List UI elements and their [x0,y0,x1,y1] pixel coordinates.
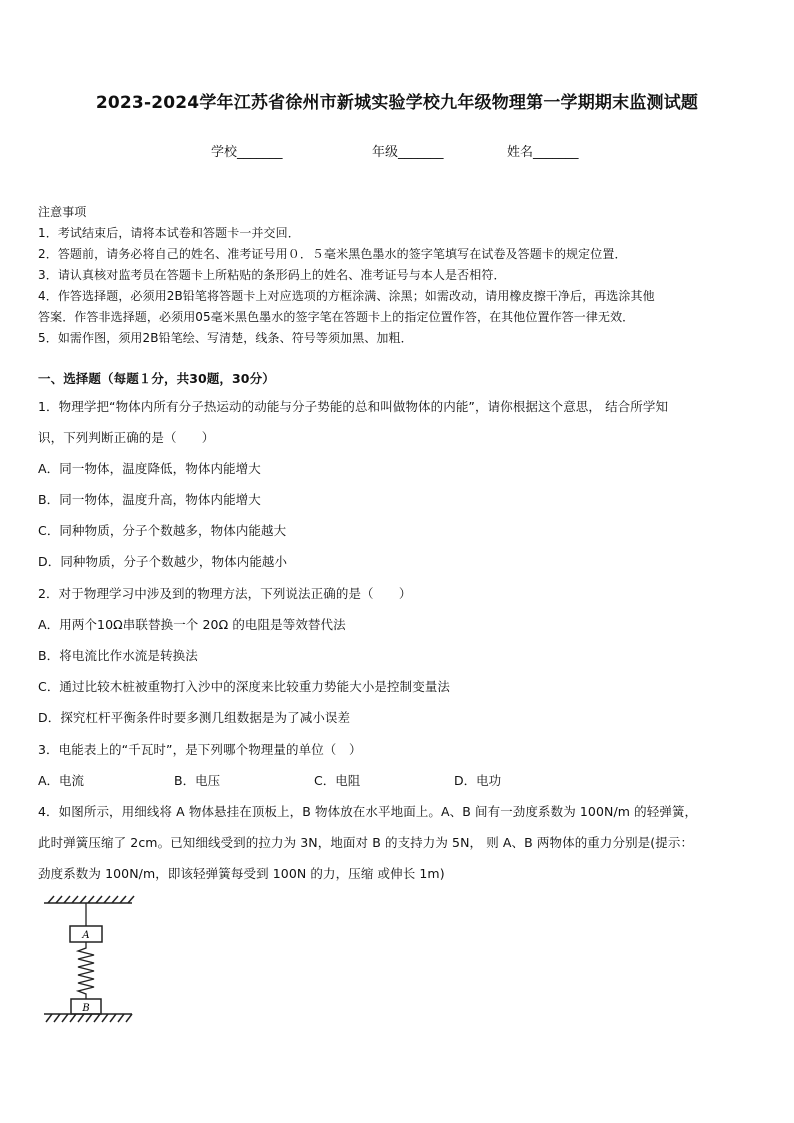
section-heading: 一、选择题（每题１分，共30题，30分） [38,371,275,386]
answer-option: D．电功 [454,773,502,788]
name-field: 姓名_______ [507,145,579,160]
question-stem: 3．电能表上的“千瓦时”，是下列哪个物理量的单位（ ） [38,742,362,757]
answer-option: B．将电流比作水流是转换法 [38,648,198,663]
question-stem: 劲度系数为 100N/m，即该轻弹簧每受到 100N 的力，压缩 或伸长 1m) [38,866,445,881]
answer-option: A．用两个10Ω串联替换一个 20Ω 的电阻是等效替代法 [38,617,346,632]
school-field: 学校_______ [211,145,283,160]
answer-option: C．电阻 [314,773,361,788]
notice-item: 4．作答选择题，必须用2B铅笔将答题卡上对应选项的方框涂满、涂黑；如需改动，请用橡皮擦干净后，再选涂其他 [38,289,655,303]
block-a-label: A [82,930,90,941]
answer-option: C．通过比较木桩被重物打入沙中的深度来比较重力势能大小是控制变量法 [38,679,451,694]
notice-item: 答案．作答非选择题，必须用05毫米黑色墨水的签字笔在答题卡上的指定位置作答，在其他位置作答一律无效． [38,310,635,324]
answer-option: D．探究杠杆平衡条件时要多测几组数据是为了减小误差 [38,710,351,725]
block-b-label: B [82,1003,90,1014]
notice-heading: 注意事项 [38,205,87,219]
answer-option: C．同种物质，分子个数越多，物体内能越大 [38,523,287,538]
grade-field: 年级_______ [372,145,444,160]
spring [78,942,94,999]
question-stem: 此时弹簧压缩了 2cm。已知细线受到的拉力为 3N，地面对 B 的支持力为 5N， 则 A、B 两物体的重力分别是(提示： [38,835,694,850]
ceiling [44,896,134,903]
notice-item: 5．如需作图，须用2B铅笔绘、写清楚，线条、符号等须加黑、加粗． [38,331,413,345]
notice-item: 1．考试结束后，请将本试卷和答题卡一并交回． [38,226,300,240]
answer-option: B．电压 [174,773,221,788]
question-stem: 4．如图所示，用细线将 A 物体悬挂在顶板上，B 物体放在水平地面上。A、B 间有一劲度系数为 100N/m 的轻弹簧， [38,804,698,819]
question-stem: 1．物理学把“物体内所有分子热运动的动能与分子势能的总和叫做物体的内能”，请你根据这个意思， 结合所学知 [38,399,669,414]
question-stem: 识，下列判断正确的是（ ） [38,430,215,445]
answer-option: B．同一物体，温度升高，物体内能增大 [38,492,261,507]
answer-option: A．电流 [38,773,85,788]
spring-figure [40,893,140,1028]
notice-item: 2．答题前，请务必将自己的姓名、准考证号用０．５毫米黑色墨水的签字笔填写在试卷及答题卡的规定位置． [38,247,627,261]
notice-item: 3．请认真核对监考员在答题卡上所粘贴的条形码上的姓名、准考证号与本人是否相符． [38,268,506,282]
page-title: 2023-2024学年江苏省徐州市新城实验学校九年级物理第一学期期末监测试题 [95,93,699,113]
ground [44,1014,132,1022]
answer-option: D．同种物质，分子个数越少，物体内能越小 [38,554,288,569]
answer-option: A．同一物体，温度降低，物体内能增大 [38,461,261,476]
question-stem: 2．对于物理学习中涉及到的物理方法，下列说法正确的是（ ） [38,586,412,601]
